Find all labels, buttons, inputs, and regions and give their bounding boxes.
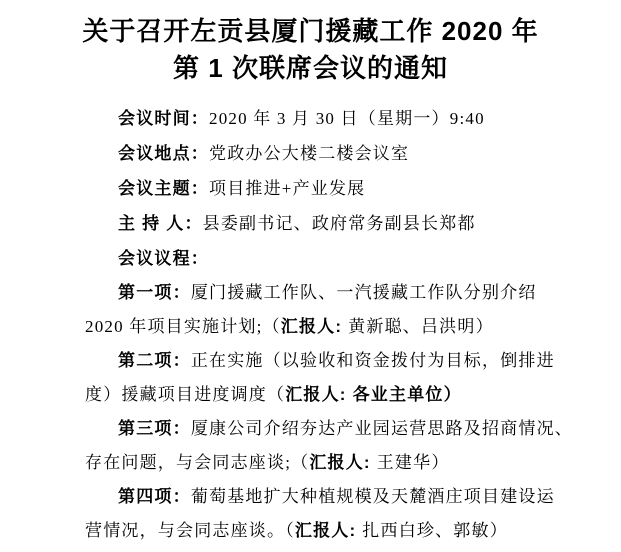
agenda-item-3-line-2 [85, 446, 555, 480]
agenda-item-4-line-1 [85, 480, 555, 514]
agenda-item-1-close-paren: ） [475, 317, 494, 336]
agenda-item-1-line-1 [85, 276, 555, 310]
doc-title [0, 0, 621, 87]
agenda-item-4-reporter-label: 汇报人: [294, 521, 363, 540]
meta-label-place: 会议地点： [118, 144, 209, 163]
agenda-item-3-continuation: 存在问题，与会同志座谈;（ [85, 453, 310, 472]
agenda-item-1-reporter-label: 汇报人: [280, 317, 349, 336]
agenda-item-3-close-paren: ） [431, 453, 450, 472]
doc-body [85, 101, 574, 548]
agenda-item-3-number: 第三项： [118, 419, 191, 438]
agenda-item-2-text: 正在实施（以验收和资金拨付为目标，倒排进 [190, 351, 555, 370]
meta-row-agenda-heading [85, 241, 555, 276]
agenda-item-3-reporter-label: 汇报人: [309, 453, 377, 472]
agenda-item-2-line-2 [85, 378, 555, 412]
meta-row-meeting-time [85, 101, 555, 136]
agenda-item-4-close-paren: ） [489, 521, 508, 540]
agenda-item-4-reporter-names: 扎西白珍、郭敏 [362, 521, 490, 540]
agenda-item-1-number: 第一项： [118, 283, 191, 302]
agenda-item-3-line-1 [85, 412, 574, 446]
agenda-item-1-continuation: 2020 年项目实施计划;（ [85, 317, 281, 336]
agenda-item-4-line-2 [85, 514, 555, 548]
meta-label-time: 会议时间： [118, 109, 209, 128]
agenda-item-2-reporter-names: 各业主单位 [352, 385, 444, 404]
agenda-item-4-number: 第四项： [118, 487, 191, 506]
title-line-2: 第 1 次联席会议的通知 [173, 53, 448, 83]
agenda-item-4-text: 葡萄基地扩大种植规模及天麓酒庄项目建设运 [190, 487, 555, 506]
agenda-item-1-text: 厦门援藏工作队、一汽援藏工作队分别介绍 [190, 283, 537, 302]
agenda-item-2-number: 第二项： [118, 351, 191, 370]
agenda-item-2-close-paren: ） [443, 385, 462, 404]
agenda-item-3-text: 厦康公司介绍夯达产业园运营思路及招商情况、 [190, 419, 574, 438]
meta-row-meeting-topic [85, 171, 555, 206]
meta-value-topic: 项目推进+产业发展 [209, 179, 366, 198]
meta-value-host: 县委副书记、政府常务副县长郑都 [202, 214, 476, 233]
meta-label-host: 主 持 人： [118, 214, 203, 233]
title-line-1: 关于召开左贡县厦门援藏工作 2020 年 [82, 16, 539, 46]
agenda-item-2-line-1 [85, 344, 555, 378]
agenda-item-1-line-2 [85, 310, 555, 344]
meta-value-place: 党政办公大楼二楼会议室 [209, 144, 410, 163]
agenda-heading-label: 会议议程： [118, 249, 209, 268]
agenda-item-3-reporter-names: 王建华 [376, 453, 432, 472]
agenda-item-2-reporter-label: 汇报人: [285, 385, 353, 404]
meta-row-meeting-place [85, 136, 555, 171]
meta-value-time: 2020 年 3 月 30 日（星期一）9:40 [209, 109, 485, 128]
meta-label-topic: 会议主题： [118, 179, 209, 198]
agenda-item-2-continuation: 度）援藏项目进度调度（ [85, 385, 286, 404]
meta-row-meeting-host [85, 206, 555, 241]
agenda-item-1-reporter-names: 黄新聪、吕洪明 [348, 317, 476, 336]
agenda-item-4-continuation: 营情况，与会同志座谈。（ [85, 521, 295, 540]
